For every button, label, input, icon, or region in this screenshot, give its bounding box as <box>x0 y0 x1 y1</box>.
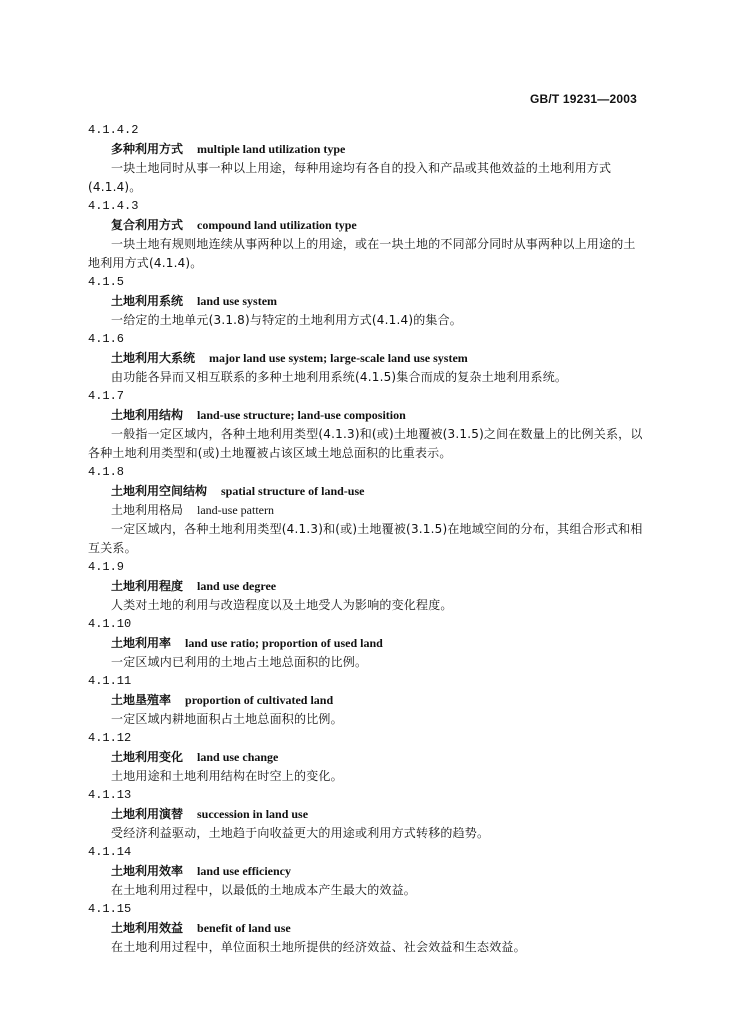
entry-4-1-13 <box>88 786 644 843</box>
entry-term <box>88 482 644 501</box>
term-en: succession in land use <box>197 807 309 821</box>
entry-definition: 一块土地有规则地连续从事两种以上的用途，或在一块土地的不同部分同时从事两种以上用途的土地利用方式(4.1.4)。 <box>88 237 636 270</box>
entry-definition: 一定区域内耕地面积占土地总面积的比例。 <box>111 712 343 726</box>
term-zh: 土地垦殖率 <box>111 693 172 707</box>
synonym-zh: 土地利用格局 <box>111 503 184 517</box>
term-en: spatial structure of land-use <box>221 484 365 498</box>
entry-number: 4.1.13 <box>88 788 132 802</box>
entry-definition: 在土地利用过程中，以最低的土地成本产生最大的效益。 <box>111 883 417 897</box>
entry-term <box>88 349 644 368</box>
entry-term <box>88 919 644 938</box>
entry-term <box>88 862 644 881</box>
entry-term <box>88 140 644 159</box>
entry-definition: 一定区域内，各种土地利用类型(4.1.3)和(或)土地覆被(3.1.5)在地域空间的分布，其组合形式和相互关系。 <box>88 522 643 555</box>
entry-4-1-11 <box>88 672 644 729</box>
entry-definition: 一定区域内已利用的土地占土地总面积的比例。 <box>111 655 368 669</box>
entry-term <box>88 691 644 710</box>
synonym-en: land-use pattern <box>197 503 274 517</box>
document-body <box>88 121 644 957</box>
term-en: land-use structure; land-use composition <box>197 408 406 422</box>
entry-number: 4.1.11 <box>88 674 132 688</box>
entry-term <box>88 406 644 425</box>
entry-term <box>88 634 644 653</box>
entry-definition: 在土地利用过程中，单位面积土地所提供的经济效益、社会效益和生态效益。 <box>111 940 526 954</box>
term-zh: 土地利用率 <box>111 636 172 650</box>
entry-number: 4.1.4.3 <box>88 199 139 213</box>
entry-4-1-12 <box>88 729 644 786</box>
entry-number: 4.1.12 <box>88 731 132 745</box>
entry-definition: 土地用途和土地利用结构在时空上的变化。 <box>111 769 343 783</box>
term-zh: 土地利用程度 <box>111 579 184 593</box>
entry-definition: 受经济利益驱动，土地趋于向收益更大的用途或利用方式转移的趋势。 <box>111 826 490 840</box>
term-en: benefit of land use <box>197 921 291 935</box>
term-en: land use efficiency <box>197 864 292 878</box>
entry-4-1-10 <box>88 615 644 672</box>
term-zh: 土地利用效益 <box>111 921 184 935</box>
term-zh: 土地利用演替 <box>111 807 184 821</box>
entry-definition: 人类对土地的利用与改造程度以及土地受人为影响的变化程度。 <box>111 598 453 612</box>
term-en: major land use system; large-scale land use system <box>209 351 468 365</box>
term-zh: 土地利用大系统 <box>111 351 196 365</box>
term-zh: 多种利用方式 <box>111 142 184 156</box>
entry-4-1-5 <box>88 273 644 330</box>
entry-term <box>88 577 644 596</box>
entry-number: 4.1.8 <box>88 465 125 479</box>
entry-4-1-15 <box>88 900 644 957</box>
entry-number: 4.1.7 <box>88 389 125 403</box>
entry-number: 4.1.14 <box>88 845 132 859</box>
term-en: land use degree <box>197 579 277 593</box>
term-zh: 土地利用效率 <box>111 864 184 878</box>
entry-definition: 由功能各异而又相互联系的多种土地利用系统(4.1.5)集合而成的复杂土地利用系统。 <box>111 370 568 384</box>
entry-number: 4.1.9 <box>88 560 125 574</box>
entry-term <box>88 216 644 235</box>
entry-number: 4.1.4.2 <box>88 123 139 137</box>
term-en: compound land utilization type <box>197 218 357 232</box>
entry-4-1-4-2 <box>88 121 644 197</box>
entry-synonym <box>88 501 644 520</box>
entry-definition: 一块土地同时从事一种以上用途，每种用途均有各自的投入和产品或其他效益的土地利用方式(4.1.4)。 <box>88 161 612 194</box>
standard-code: GB/T 19231—2003 <box>529 92 637 106</box>
entry-4-1-14 <box>88 843 644 900</box>
term-zh: 土地利用变化 <box>111 750 184 764</box>
entry-number: 4.1.6 <box>88 332 125 346</box>
entry-term <box>88 805 644 824</box>
entry-4-1-7 <box>88 387 644 463</box>
entry-term <box>88 748 644 767</box>
term-zh: 土地利用系统 <box>111 294 184 308</box>
term-en: land use system <box>197 294 278 308</box>
term-zh: 土地利用结构 <box>111 408 184 422</box>
entry-number: 4.1.10 <box>88 617 132 631</box>
term-zh: 复合利用方式 <box>111 218 184 232</box>
term-en: multiple land utilization type <box>197 142 346 156</box>
term-en: land use change <box>197 750 279 764</box>
entry-number: 4.1.5 <box>88 275 125 289</box>
entry-term <box>88 292 644 311</box>
entry-4-1-9 <box>88 558 644 615</box>
entry-definition: 一给定的土地单元(3.1.8)与特定的土地利用方式(4.1.4)的集合。 <box>111 313 462 327</box>
entry-4-1-6 <box>88 330 644 387</box>
entry-4-1-4-3 <box>88 197 644 273</box>
term-en: land use ratio; proportion of used land <box>185 636 383 650</box>
entry-definition: 一般指一定区域内，各种土地利用类型(4.1.3)和(或)土地覆被(3.1.5)之间在数量上的比例关系，以各种土地利用类型和(或)土地覆被占该区域土地总面积的比重表示。 <box>88 427 643 460</box>
term-en: proportion of cultivated land <box>185 693 334 707</box>
entry-4-1-8 <box>88 463 644 558</box>
entry-number: 4.1.15 <box>88 902 132 916</box>
term-zh: 土地利用空间结构 <box>111 484 208 498</box>
